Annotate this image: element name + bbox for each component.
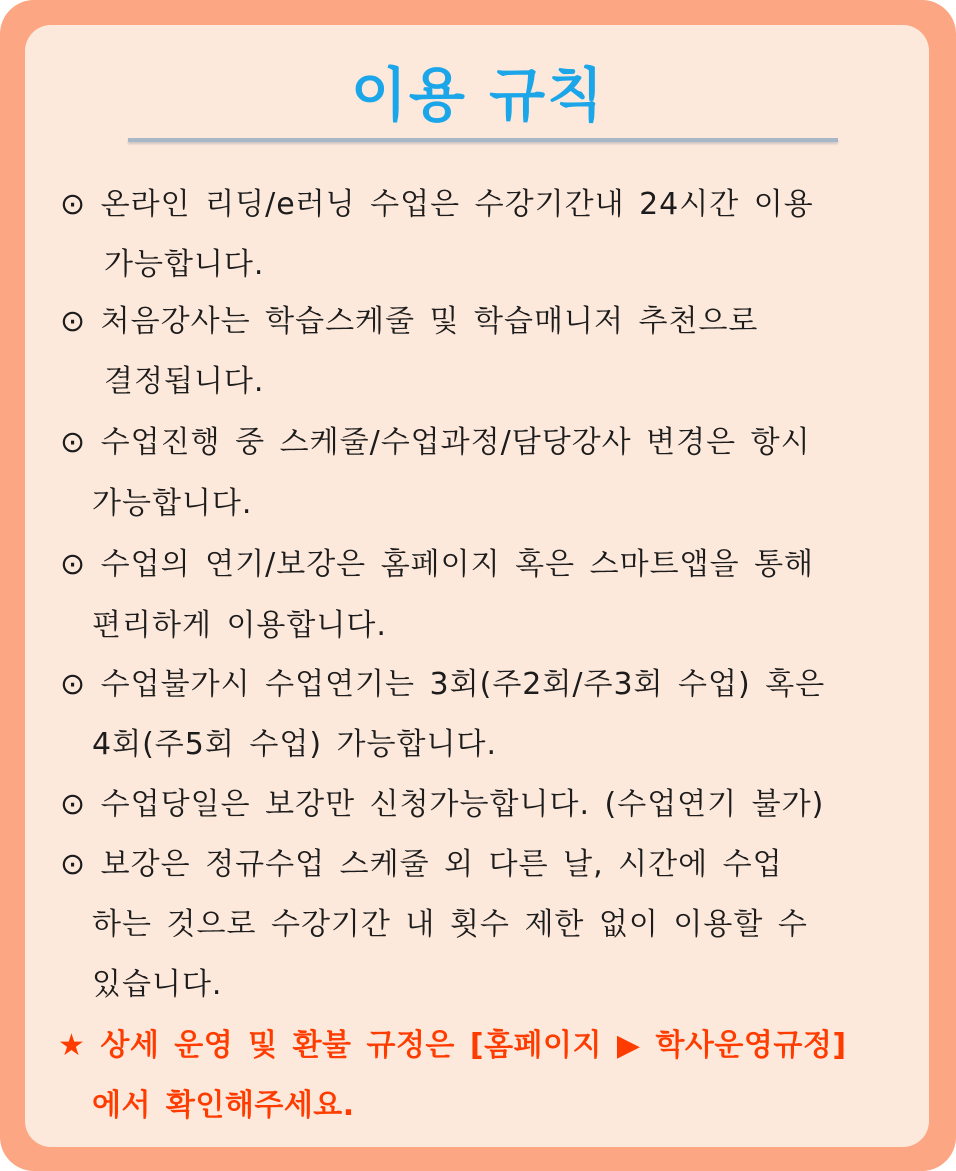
notice-line-2: 에서 확인해주세요. — [92, 1088, 355, 1123]
rule-4-line-1: ⊙ 수업의 연기/보강은 홈페이지 혹은 스마트앱을 통해 — [60, 547, 815, 582]
rule-3-line-2: 가능합니다. — [92, 486, 253, 521]
rule-7-line-2: 하는 것으로 수강기간 내 횟수 제한 없이 이용할 수 — [92, 907, 808, 942]
rule-2-line-1: ⊙ 처음강사는 학습스케줄 및 학습매니저 추천으로 — [60, 304, 759, 339]
rule-7-line-3: 있습니다. — [92, 967, 223, 1002]
rule-1-line-1: ⊙ 온라인 리딩/e러닝 수업은 수강기간내 24시간 이용 — [60, 187, 814, 222]
rule-2-line-2: 결정됩니다. — [104, 364, 265, 399]
rule-6-line-1: ⊙ 수업당일은 보강만 신청가능합니다. (수업연기 불가) — [60, 787, 825, 822]
rule-7-line-1: ⊙ 보강은 정규수업 스케줄 외 다른 날, 시간에 수업 — [60, 847, 783, 882]
rule-5-line-2: 4회(주5회 수업) 가능합니다. — [92, 727, 497, 762]
rule-4-line-2: 편리하게 이용합니다. — [92, 608, 387, 643]
rule-1-line-2: 가능합니다. — [104, 247, 265, 282]
rule-5-line-1: ⊙ 수업불가시 수업연기는 3회(주2회/주3회 수업) 혹은 — [60, 667, 826, 702]
rule-3-line-1: ⊙ 수업진행 중 스케줄/수업과정/담당강사 변경은 항시 — [60, 425, 811, 460]
page-title: 이용 규칙 — [350, 61, 606, 129]
notice-line-1: ★ 상세 운영 및 환불 규정은 [홈페이지 ▶ 학사운영규정] — [58, 1028, 847, 1063]
